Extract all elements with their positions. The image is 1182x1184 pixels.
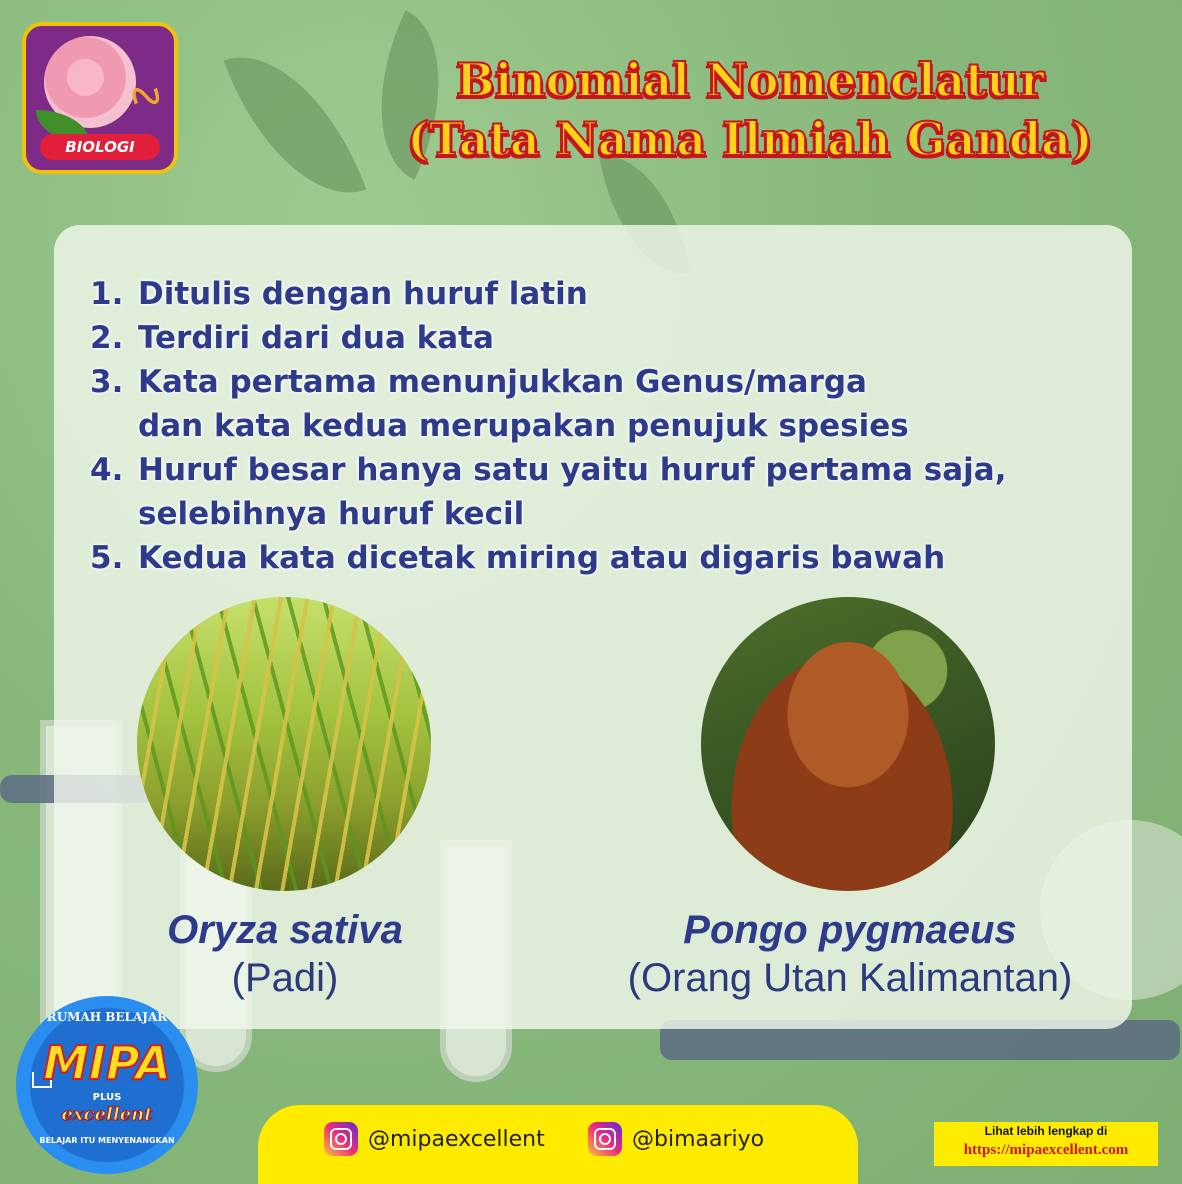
list-item xyxy=(90,360,1007,448)
list-text-continued: dan kata kedua merupakan penujuk spesies xyxy=(138,408,909,444)
orangutan-photo xyxy=(701,597,995,891)
orangutan-caption xyxy=(560,906,1140,1002)
list-text: Kata pertama menunjukkan Genus/marga xyxy=(138,364,867,400)
title-line-1: Binomial Nomenclatur xyxy=(455,53,1045,107)
mipa-excellent-logo xyxy=(16,996,198,1174)
rice-photo xyxy=(137,597,431,891)
list-item xyxy=(90,316,1007,360)
instagram-icon xyxy=(324,1122,358,1156)
website-link-box[interactable] xyxy=(934,1122,1158,1166)
list-item xyxy=(90,272,1007,316)
title-line-2: (Tata Nama Ilmiah Ganda) xyxy=(407,112,1093,166)
list-number: 1. xyxy=(90,276,124,312)
badge-motto: BELAJAR ITU MENYENANGKAN xyxy=(39,1136,175,1145)
list-text: Huruf besar hanya satu yaitu huruf pertama saja, xyxy=(138,452,1007,488)
list-text-continued: selebihnya huruf kecil xyxy=(138,496,525,532)
rice-common-name: (Padi) xyxy=(231,956,339,1000)
list-number: 5. xyxy=(90,540,124,576)
list-number: 2. xyxy=(90,320,124,356)
website-label: Lihat lebih lengkap di xyxy=(984,1124,1108,1138)
badge-sub-text: excellent xyxy=(61,1104,153,1125)
list-number: 4. xyxy=(90,452,124,488)
website-url[interactable]: https://mipaexcellent.com xyxy=(963,1142,1129,1158)
page-title xyxy=(330,52,1170,170)
biology-label: BIOLOGI xyxy=(40,134,160,160)
list-text: Terdiri dari dua kata xyxy=(138,320,494,356)
rice-caption xyxy=(120,906,450,1002)
list-text: Ditulis dengan huruf latin xyxy=(138,276,588,312)
dna-icon: ∿ xyxy=(116,64,175,127)
badge-main-text: MIPA xyxy=(43,1036,171,1090)
instagram-link-bimaariyo[interactable] xyxy=(588,1122,764,1156)
orangutan-common-name: (Orang Utan Kalimantan) xyxy=(627,956,1073,1000)
list-item xyxy=(90,536,1007,580)
badge-top-text: RUMAH BELAJAR xyxy=(46,1010,168,1024)
instagram-link-mipaexcellent[interactable] xyxy=(324,1122,545,1156)
instagram-icon xyxy=(588,1122,622,1156)
instagram-handle: @mipaexcellent xyxy=(368,1126,545,1152)
rice-latin-name: Oryza sativa xyxy=(167,908,403,952)
instagram-handle: @bimaariyo xyxy=(632,1126,765,1152)
list-text: Kedua kata dicetak miring atau digaris bawah xyxy=(138,540,946,576)
orangutan-latin-name: Pongo pygmaeus xyxy=(683,908,1017,952)
list-item xyxy=(90,448,1007,536)
list-number: 3. xyxy=(90,364,124,400)
biology-logo xyxy=(22,22,178,174)
rules-list xyxy=(90,272,1007,580)
badge-plus-text: PLUS xyxy=(92,1092,122,1103)
